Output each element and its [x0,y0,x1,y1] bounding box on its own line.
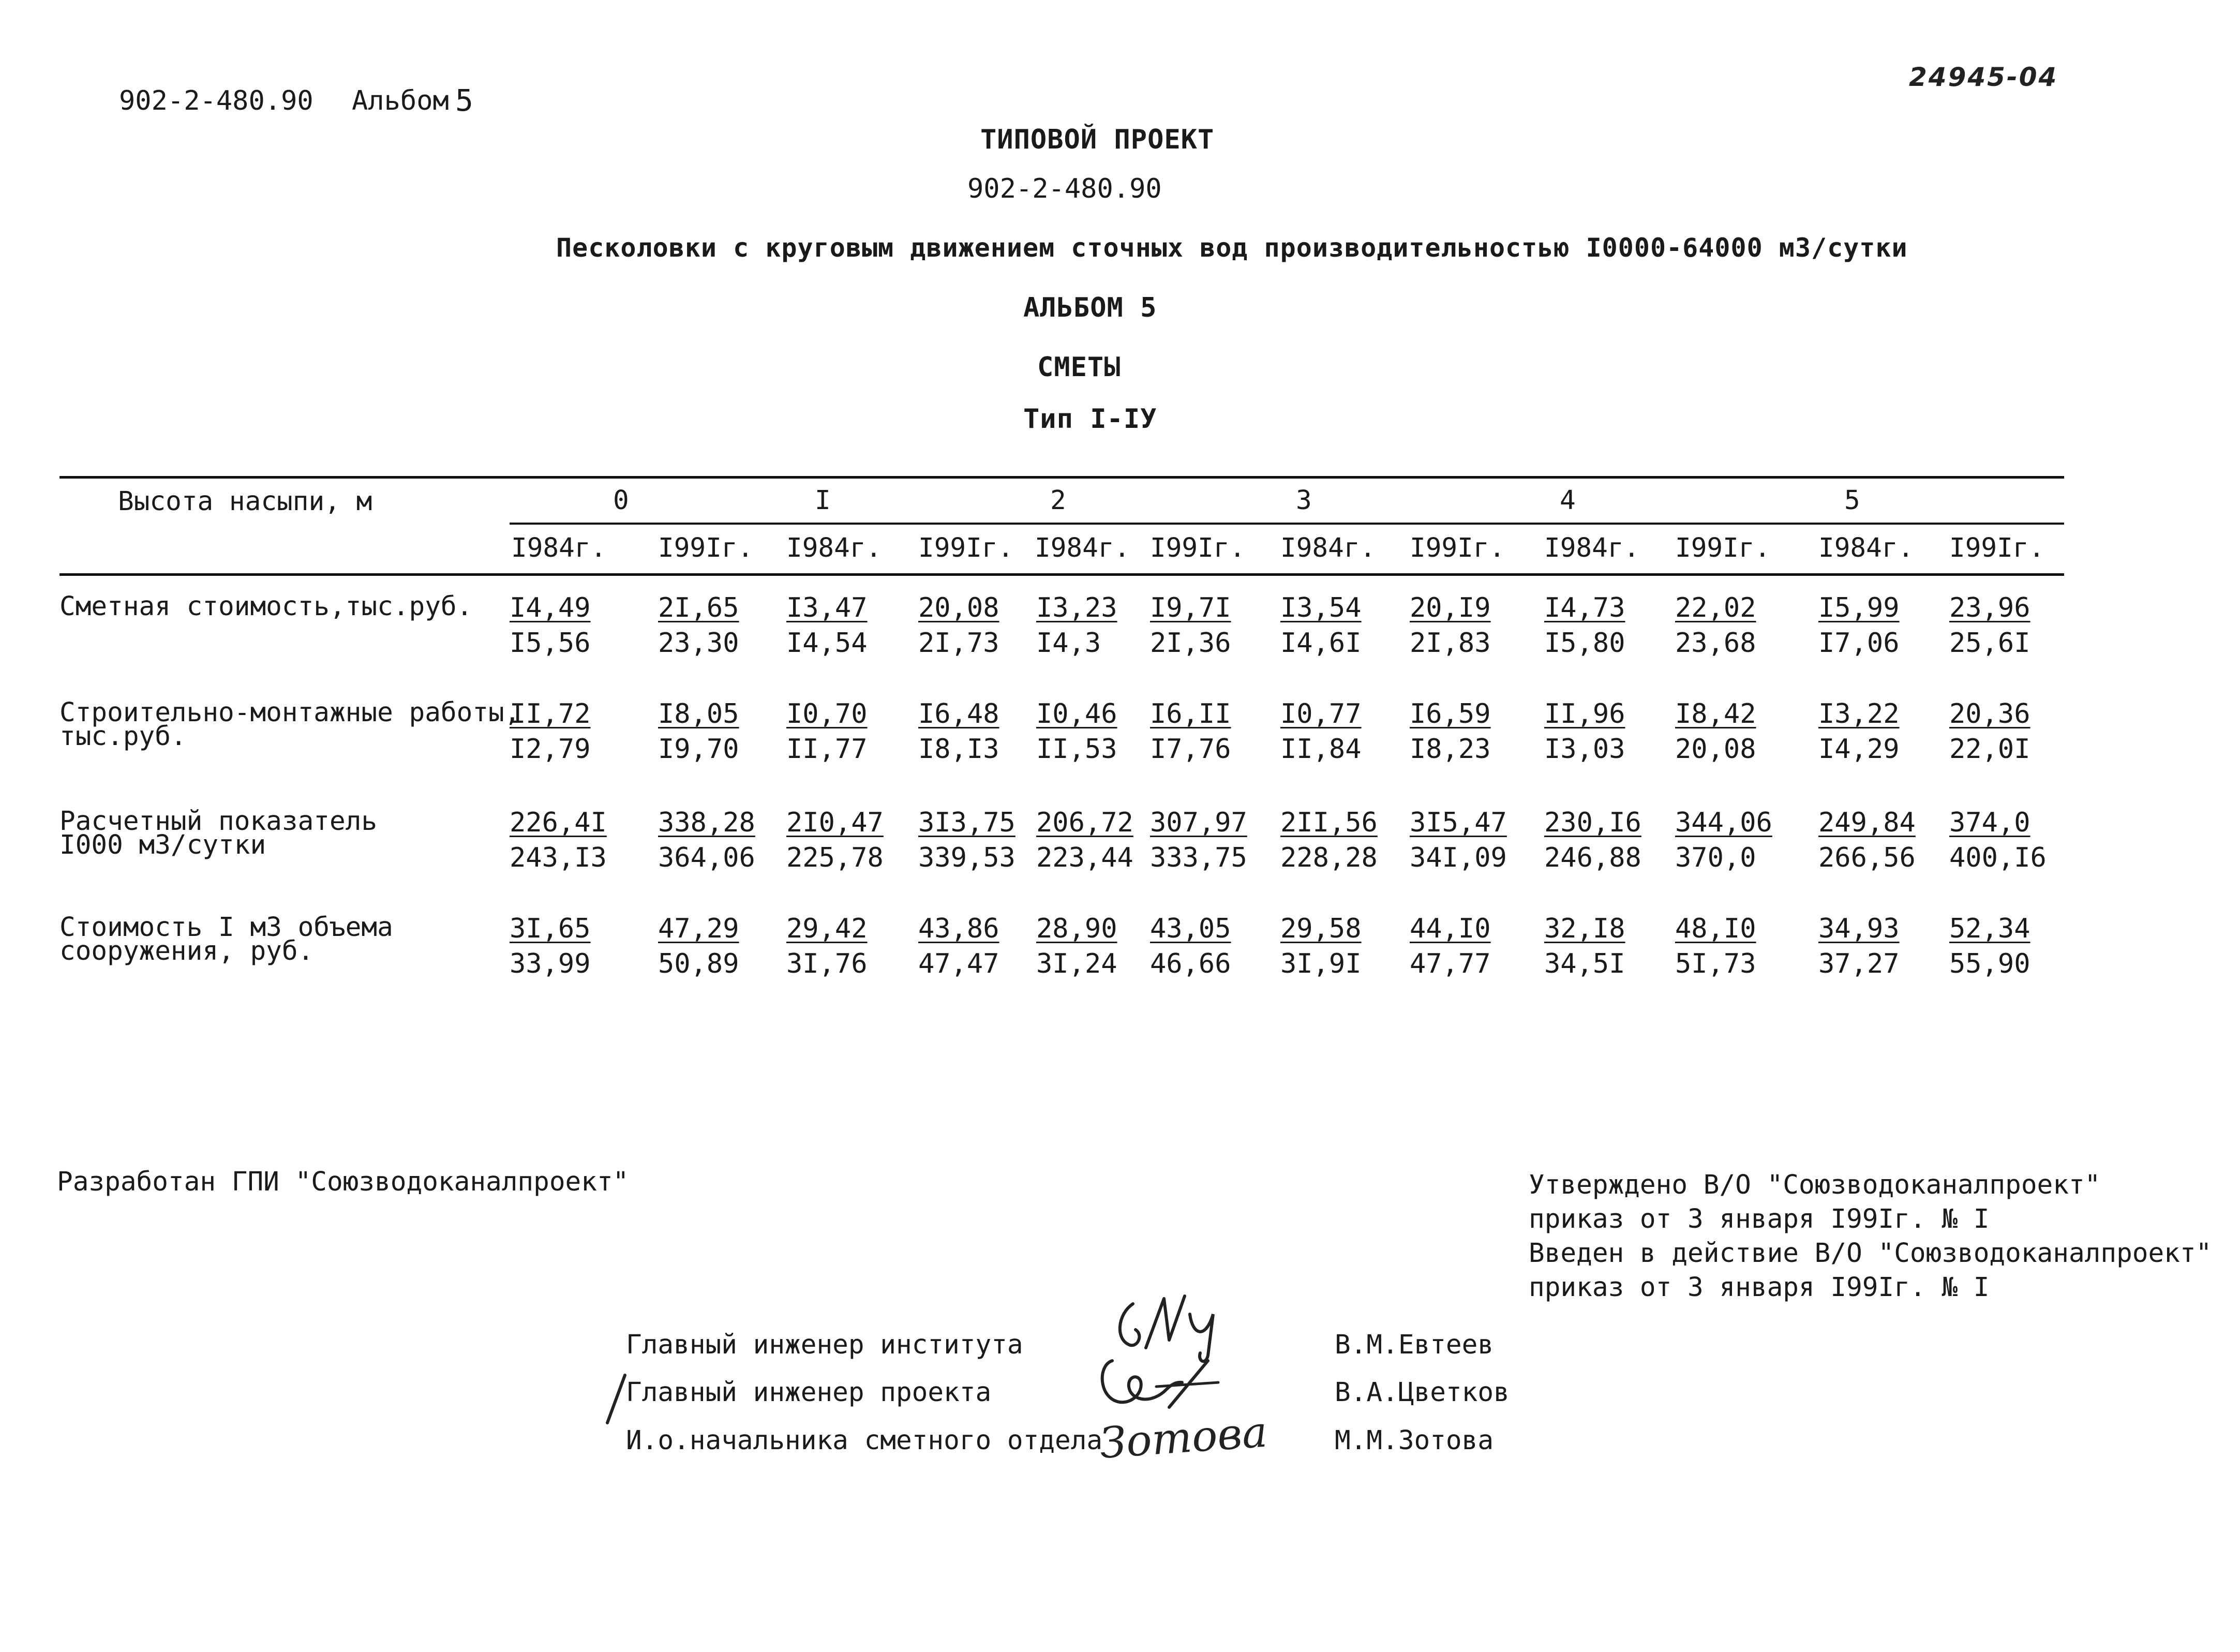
cell-value-top: 28,90 [1036,913,1117,944]
cell-value-top: 29,58 [1280,913,1362,944]
table-cell [1675,807,1772,873]
table-cell [1949,698,2030,765]
cell-value-bottom: 2I,73 [918,628,999,659]
year-header: I984г. [1544,533,1640,563]
table-cell [1280,698,1362,765]
cell-value-top: I3,22 [1818,698,1900,730]
cell-value-bottom: 33,99 [510,948,591,979]
cell-value-bottom: I9,70 [658,734,739,765]
table-cell [658,698,739,765]
cell-value-top: 52,34 [1949,913,2030,944]
cell-value-top: I6,48 [918,698,999,730]
table-cell [1280,807,1378,873]
height-header: 0 [613,485,629,516]
cell-value-top: I8,05 [658,698,739,730]
cell-value-bottom: 23,68 [1675,628,1756,659]
cell-value-bottom: 339,53 [918,842,1016,873]
signature-role: Главный инженер проекта [626,1377,992,1408]
cell-value-top: I3,23 [1036,592,1117,623]
archive-number: 24945-04 [1909,62,2058,92]
row-label-unit-volume-cost: Стоимость I м3 объема сооружения, руб. [59,912,393,966]
table-cell [1544,698,1625,765]
year-header: I99Iг. [1410,533,1505,563]
cell-value-bottom: I8,I3 [918,734,999,765]
signature-zotova [1097,1407,1283,1475]
cell-value-top: I9,7I [1150,592,1231,623]
cell-value-bottom: I5,80 [1544,628,1625,659]
cell-value-top: I3,47 [786,592,868,623]
table-header-bottom-rule [59,573,2064,576]
signature-role: И.о.начальника сметного отдела [626,1425,1103,1456]
signature-name: В.М.Евтеев [1335,1330,1494,1360]
table-cell [786,592,868,659]
cell-value-bottom: 46,66 [1150,948,1231,979]
cell-value-bottom: 34,5I [1544,948,1625,979]
table-cell [1949,592,2030,659]
height-header: 2 [1050,485,1066,516]
table-cell [1544,913,1625,979]
cell-value-bottom: 266,56 [1818,842,1916,873]
approval-block: Утверждено В/О "Союзводоканалпроект" приказ от 3 января I99Iг. № I Введен в действие В/О "Союзводоканалпроект" приказ от 3 января I99Iг. № I [1529,1170,2212,1303]
year-header: I984г. [1818,533,1914,563]
year-header: I99Iг. [1949,533,2045,563]
title-album: АЛЬБОМ 5 [1023,292,1157,323]
table-cell [1675,592,1756,659]
album-number: 5 [455,83,473,118]
table-cell [510,807,607,873]
cell-value-bottom: 47,77 [1410,948,1491,979]
table-cell [1036,698,1117,765]
cell-value-bottom: 2I,36 [1150,628,1231,659]
cell-value-bottom: 246,88 [1544,842,1641,873]
cell-value-top: 3I3,75 [918,807,1016,838]
cell-value-bottom: 333,75 [1150,842,1247,873]
table-top-rule [59,476,2064,479]
signature-role: Главный инженер института [626,1330,1023,1360]
cell-value-top: I5,99 [1818,592,1900,623]
height-header: 3 [1296,485,1312,516]
table-cell [1818,913,1900,979]
cell-value-bottom: I4,54 [786,628,868,659]
cell-value-top: I0,77 [1280,698,1362,730]
table-cell [786,913,868,979]
table-cell [1818,698,1900,765]
handwritten-mark [600,1371,631,1428]
cell-value-bottom: 243,I3 [510,842,607,873]
cell-value-top: 2I0,47 [786,807,884,838]
cell-value-top: 2II,56 [1280,807,1378,838]
cell-value-bottom: I5,56 [510,628,591,659]
year-header: I99Iг. [1150,533,1246,563]
table-cell [1675,913,1756,979]
year-header: I984г. [511,533,607,563]
cell-value-top: 34,93 [1818,913,1900,944]
table-cell [786,807,884,873]
cell-value-top: 48,I0 [1675,913,1756,944]
cell-value-top: I8,42 [1675,698,1756,730]
cell-value-bottom: 47,47 [918,948,999,979]
cell-value-top: 374,0 [1949,807,2030,838]
height-header: 4 [1560,485,1576,516]
table-cell [786,698,868,765]
table-cell [1280,913,1362,979]
table-cell [1036,913,1117,979]
table-corner-label: Высота насыпи, м [118,486,372,517]
cell-value-bottom: 25,6I [1949,628,2030,659]
table-cell [1150,807,1247,873]
cell-value-top: 3I,65 [510,913,591,944]
cell-value-top: I4,73 [1544,592,1625,623]
cell-value-top: I4,49 [510,592,591,623]
table-cell [1036,807,1133,873]
year-header: I984г. [786,533,882,563]
table-cell [1544,807,1641,873]
table-cell [1818,592,1900,659]
table-cell [510,698,591,765]
cell-value-top: 2I,65 [658,592,739,623]
cell-value-top: 23,96 [1949,592,2030,623]
cell-value-bottom: 37,27 [1818,948,1900,979]
cell-value-top: II,96 [1544,698,1625,730]
cell-value-bottom: 223,44 [1036,842,1133,873]
cell-value-bottom: I4,6I [1280,628,1362,659]
cell-value-bottom: I3,03 [1544,734,1625,765]
table-cell [1150,698,1231,765]
table-cell [1675,698,1756,765]
table-cell [1036,592,1117,659]
cell-value-bottom: 2I,83 [1410,628,1491,659]
cell-value-top: 206,72 [1036,807,1133,838]
year-header: I99Iг. [658,533,754,563]
row-label-construction-works: Строительно-монтажные работы, тыс.руб. [59,697,520,752]
cell-value-top: I3,54 [1280,592,1362,623]
table-cell [918,698,999,765]
cell-value-bottom: I7,76 [1150,734,1231,765]
cell-value-bottom: II,53 [1036,734,1117,765]
cell-value-top: 3I5,47 [1410,807,1507,838]
cell-value-bottom: 5I,73 [1675,948,1756,979]
table-cell [918,807,1016,873]
cell-value-bottom: 20,08 [1675,734,1756,765]
signature-name: В.А.Цветков [1335,1377,1510,1408]
cell-value-bottom: 400,I6 [1949,842,2047,873]
cell-value-bottom: 364,06 [658,842,755,873]
table-cell [658,592,739,659]
cell-value-top: I0,46 [1036,698,1117,730]
cell-value-top: 22,02 [1675,592,1756,623]
table-cell [1410,807,1507,873]
table-cell [510,913,591,979]
title-typical-project: ТИПОВОЙ ПРОЕКТ [980,124,1215,155]
year-header: I984г. [1280,533,1376,563]
album-label: Альбом [352,85,449,116]
table-header-rule [510,523,2064,525]
cell-value-bottom: II,77 [786,734,868,765]
cell-value-top: 20,I9 [1410,592,1491,623]
cell-value-top: I6,59 [1410,698,1491,730]
cell-value-bottom: 34I,09 [1410,842,1507,873]
cell-value-top: 230,I6 [1544,807,1641,838]
cell-value-bottom: I2,79 [510,734,591,765]
cell-value-top: 44,I0 [1410,913,1491,944]
signature-name: М.М.Зотова [1335,1425,1494,1456]
title-project-code: 902-2-480.90 [967,173,1162,204]
cell-value-bottom: I4,3 [1036,628,1101,659]
row-label-estimated-cost: Сметная стоимость,тыс.руб. [59,591,473,622]
cell-value-top: 338,28 [658,807,755,838]
cell-value-top: II,72 [510,698,591,730]
cell-value-bottom: 50,89 [658,948,739,979]
table-cell [1150,592,1231,659]
title-description: Песколовки с круговым движением сточных вод производительностью I0000-64000 м3/сутки [556,233,1908,263]
cell-value-top: 47,29 [658,913,739,944]
cell-value-top: 249,84 [1818,807,1916,838]
table-cell [658,913,739,979]
cell-value-top: 43,05 [1150,913,1231,944]
table-cell [1150,913,1231,979]
cell-value-bottom: 3I,24 [1036,948,1117,979]
cell-value-top: I6,II [1150,698,1231,730]
title-type: Тип I-IУ [1023,404,1157,435]
doc-code: 902-2-480.90 [119,85,313,116]
cell-value-bottom: I7,06 [1818,628,1900,659]
table-cell [918,592,999,659]
cell-value-bottom: 3I,76 [786,948,868,979]
year-header: I99Iг. [1675,533,1771,563]
cell-value-bottom: II,84 [1280,734,1362,765]
cell-value-top: 20,36 [1949,698,2030,730]
cell-value-top: 20,08 [918,592,999,623]
table-cell [510,592,591,659]
cell-value-top: 344,06 [1675,807,1772,838]
row-label-design-capacity: Расчетный показатель I000 м3/сутки [59,806,378,860]
cell-value-bottom: 228,28 [1280,842,1378,873]
table-cell [1280,592,1362,659]
table-cell [1410,592,1491,659]
table-cell [1949,913,2030,979]
cell-value-bottom: 370,0 [1675,842,1756,873]
table-cell [918,913,999,979]
height-header: I [815,485,831,516]
cell-value-bottom: 23,30 [658,628,739,659]
cell-value-bottom: 22,0I [1949,734,2030,765]
cell-value-top: I0,70 [786,698,868,730]
cell-value-top: 307,97 [1150,807,1247,838]
title-estimates: СМЕТЫ [1037,352,1121,383]
cell-value-top: 29,42 [786,913,868,944]
signature-handwriting: Зотова [1098,1407,1269,1468]
table-cell [658,807,755,873]
cell-value-bottom: 55,90 [1949,948,2030,979]
cell-value-bottom: 225,78 [786,842,884,873]
cell-value-bottom: I4,29 [1818,734,1900,765]
table-cell [1949,807,2047,873]
cell-value-bottom: I8,23 [1410,734,1491,765]
table-cell [1818,807,1916,873]
cell-value-bottom: 3I,9I [1280,948,1362,979]
developed-by: Разработан ГПИ "Союзводоканалпроект" [57,1167,629,1197]
height-header: 5 [1844,485,1860,516]
table-cell [1410,698,1491,765]
table-cell [1544,592,1625,659]
year-header: I99Iг. [918,533,1014,563]
cell-value-top: 226,4I [510,807,607,838]
cell-value-top: 43,86 [918,913,999,944]
cell-value-top: 32,I8 [1544,913,1625,944]
year-header: I984г. [1035,533,1130,563]
table-cell [1410,913,1491,979]
